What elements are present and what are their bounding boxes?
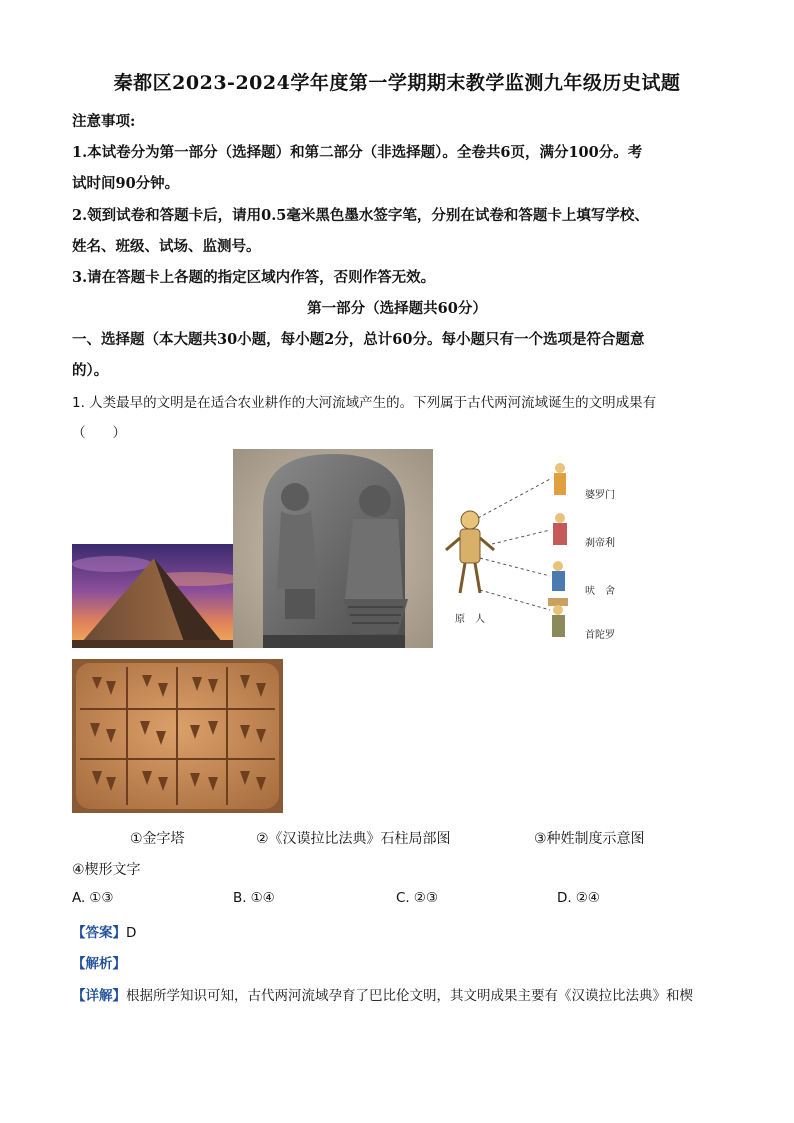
option-b-value: ①④ <box>250 890 275 906</box>
caption-1: ①金字塔 <box>130 831 185 847</box>
option-d-letter: D. <box>557 890 572 906</box>
notice-item-1-line-2: 试时间90分钟。 <box>72 175 180 192</box>
caste-diagram-image <box>440 458 630 648</box>
section-heading-line-2: 的）。 <box>72 362 109 379</box>
notice-heading: 注意事项: <box>72 113 136 130</box>
caste-label-brahmin: 婆罗门 <box>585 490 615 501</box>
option-b-letter: B. <box>233 890 247 906</box>
question-1-bracket: （ ） <box>72 425 126 441</box>
detail-tag: 【详解】 <box>72 988 126 1004</box>
notice-item-3: 3.请在答题卡上各题的指定区域内作答，否则作答无效。 <box>72 269 436 286</box>
notice-item-1-line-1: 1.本试卷分为第一部分（选择题）和第二部分（非选择题）。全卷共6页，满分100分。考 <box>72 144 643 161</box>
analysis-tag: 【解析】 <box>72 956 126 972</box>
option-c <box>396 890 438 906</box>
caption-2: ②《汉谟拉比法典》石柱局部图 <box>256 831 451 847</box>
analysis-line <box>72 952 126 972</box>
hammurabi-stele-image <box>233 449 433 648</box>
pyramid-image <box>72 544 233 648</box>
caste-label-vaishya: 吠 舍 <box>585 586 615 597</box>
caste-label-kshatriya: 刹帝利 <box>585 538 615 549</box>
notice-item-2-line-1: 2.领到试卷和答题卡后，请用0.5毫米黑色墨水签字笔，分别在试卷和答题卡上填写学校、 <box>72 207 649 224</box>
option-b <box>233 890 275 906</box>
option-a-value: ①③ <box>89 890 114 906</box>
cuneiform-tablet-image <box>72 659 283 813</box>
question-1-stem: 1. 人类最早的文明是在适合农业耕作的大河流域产生的。下列属于古代两河流域诞生的文明成果有 <box>72 395 657 411</box>
caption-3: ③种姓制度示意图 <box>534 831 645 847</box>
detail-line <box>72 984 693 1004</box>
answer-value: D <box>126 925 137 941</box>
notice-item-2-line-2: 姓名、班级、试场、监测号。 <box>72 238 261 255</box>
option-d <box>557 890 600 906</box>
section-heading-line-1: 一、选择题（本大题共30小题，每小题2分，总计60分。每小题只有一个选项是符合题意 <box>72 331 645 348</box>
detail-text: 根据所学知识可知，古代两河流域孕育了巴比伦文明，其文明成果主要有《汉谟拉比法典》和楔 <box>126 988 693 1004</box>
option-c-value: ②③ <box>413 890 438 906</box>
caste-label-shudra: 首陀罗 <box>585 630 615 641</box>
answer-line <box>72 921 136 941</box>
caste-label-purusha: 原 人 <box>455 614 485 625</box>
option-d-value: ②④ <box>575 890 600 906</box>
caption-4: ④楔形文字 <box>72 862 141 878</box>
option-a-letter: A. <box>72 890 86 906</box>
option-c-letter: C. <box>396 890 410 906</box>
part-one-title: 第一部分（选择题共60分） <box>307 300 487 317</box>
paper-title: 秦都区2023-2024学年度第一学期期末教学监测九年级历史试题 <box>113 72 681 94</box>
answer-tag: 【答案】 <box>72 925 126 941</box>
option-a <box>72 890 114 906</box>
